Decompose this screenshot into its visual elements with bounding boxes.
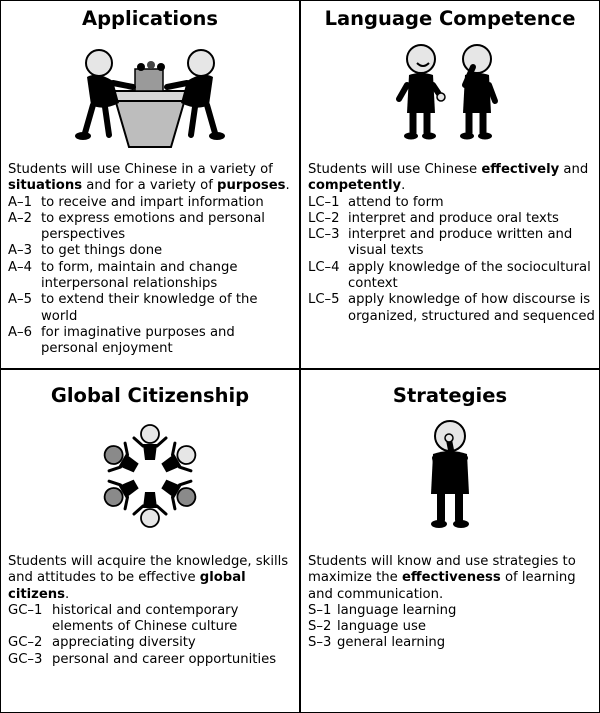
- outcome-item: [308, 260, 595, 293]
- language-competence-intro: [308, 162, 595, 195]
- outcome-code: A–4: [8, 259, 33, 275]
- strategies-panel: [301, 370, 599, 712]
- intro-text: Students will know and use strategies to maximize the: [308, 554, 576, 586]
- outcome-text: to receive and impart information: [41, 194, 264, 210]
- outcome-text: to form, maintain and change interpersonal relationships: [41, 259, 238, 292]
- outcome-item: [308, 292, 595, 325]
- outcome-code: A–5: [8, 292, 33, 308]
- outcome-item: [8, 243, 295, 259]
- intro-text: and for a variety of: [82, 178, 218, 194]
- outcome-code: GC–3: [8, 651, 43, 667]
- outcome-code: A–1: [8, 194, 33, 210]
- outcome-item: [8, 195, 295, 211]
- global-citizenship-intro: [8, 554, 295, 603]
- language-competence-text: [308, 162, 595, 325]
- strategies-text: [308, 554, 595, 652]
- intro-emphasis: situations: [8, 178, 83, 194]
- outcome-code: A–3: [8, 243, 33, 259]
- outcome-text: apply knowledge of how discourse is organized, structured and sequenced: [348, 292, 595, 324]
- two-people-talking-icon: [395, 41, 505, 141]
- outcome-text: general learning: [337, 635, 446, 651]
- outcome-code: S–1: [308, 602, 332, 618]
- outcome-item: [8, 603, 295, 636]
- outcome-item: [308, 603, 595, 619]
- outcome-code: S–2: [308, 619, 332, 635]
- intro-text: Students will acquire the knowledge, skills and attitudes to be effective: [8, 554, 289, 586]
- strategies-illustration: [301, 418, 599, 534]
- outcome-code: A–6: [8, 324, 33, 340]
- outcome-text: personal and career opportunities: [52, 651, 277, 667]
- outcome-item: [8, 635, 295, 651]
- intro-text: Students will use Chinese in a variety of: [8, 162, 273, 177]
- outcome-text: interpret and produce written and visual texts: [348, 227, 573, 259]
- outcome-item: [8, 211, 295, 244]
- outcome-text: apply knowledge of the sociocultural context: [348, 259, 591, 292]
- applications-illustration: [1, 41, 299, 153]
- intro-emphasis: purposes: [217, 178, 286, 194]
- outcome-code: LC–4: [308, 259, 340, 275]
- intro-text: .: [285, 178, 290, 194]
- language-competence-title: Language Competence: [324, 7, 576, 30]
- global-citizenship-panel: [1, 370, 299, 712]
- global-citizenship-illustration: [1, 418, 299, 534]
- outcome-code: GC–2: [8, 635, 43, 651]
- intro-text: Students will use Chinese: [308, 162, 482, 177]
- outcome-text: for imaginative purposes and personal enjoyment: [41, 324, 235, 357]
- intro-emphasis: effectively: [481, 162, 560, 177]
- outcome-text: attend to form: [348, 194, 444, 210]
- intro-text: .: [65, 586, 70, 602]
- outcome-code: S–3: [308, 635, 332, 651]
- outcome-item: [308, 619, 595, 635]
- language-competence-illustration: [301, 41, 599, 141]
- outcome-text: to extend their knowledge of the world: [41, 292, 258, 324]
- intro-text: and: [559, 162, 589, 177]
- outcome-text: language learning: [337, 602, 457, 618]
- outcome-item: [308, 211, 595, 227]
- two-people-at-table-icon: [75, 41, 225, 153]
- outcome-text: language use: [337, 619, 426, 635]
- outcome-code: LC–2: [308, 210, 340, 226]
- outcome-item: [8, 260, 295, 293]
- outcome-text: historical and contemporary elements of Chinese culture: [52, 602, 239, 635]
- intro-text: of learning and communication.: [308, 570, 576, 602]
- outcome-item: [308, 635, 595, 651]
- outcome-item: [8, 292, 295, 325]
- intro-emphasis: global citizens: [8, 570, 246, 602]
- outcome-code: LC–3: [308, 227, 340, 243]
- outcome-text: to get things done: [41, 243, 163, 259]
- outcome-code: GC–1: [8, 602, 43, 618]
- applications-title: Applications: [82, 7, 218, 30]
- outcome-item: [8, 652, 295, 668]
- outcome-code: LC–1: [308, 194, 340, 210]
- language-competence-panel: [301, 1, 599, 368]
- applications-panel: [1, 1, 299, 368]
- global-citizenship-title: Global Citizenship: [50, 384, 250, 407]
- strategies-title: Strategies: [392, 384, 508, 407]
- outcome-item: [308, 227, 595, 260]
- outcome-code: A–2: [8, 210, 33, 226]
- thinking-person-icon: [415, 418, 485, 534]
- global-citizenship-text: [8, 554, 295, 668]
- outcome-text: interpret and produce oral texts: [348, 210, 559, 226]
- intro-emphasis: effectiveness: [401, 570, 501, 586]
- outcome-code: LC–5: [308, 292, 340, 308]
- intro-emphasis: competently: [308, 178, 402, 194]
- outcome-item: [8, 325, 295, 358]
- applications-text: [8, 162, 295, 358]
- applications-intro: [8, 162, 295, 195]
- circle-of-people-icon: [95, 418, 205, 534]
- strategies-intro: [308, 554, 595, 603]
- outcome-text: appreciating diversity: [52, 635, 196, 651]
- outcome-text: to express emotions and personal perspectives: [41, 210, 265, 243]
- intro-text: .: [401, 178, 406, 194]
- outcome-item: [308, 195, 595, 211]
